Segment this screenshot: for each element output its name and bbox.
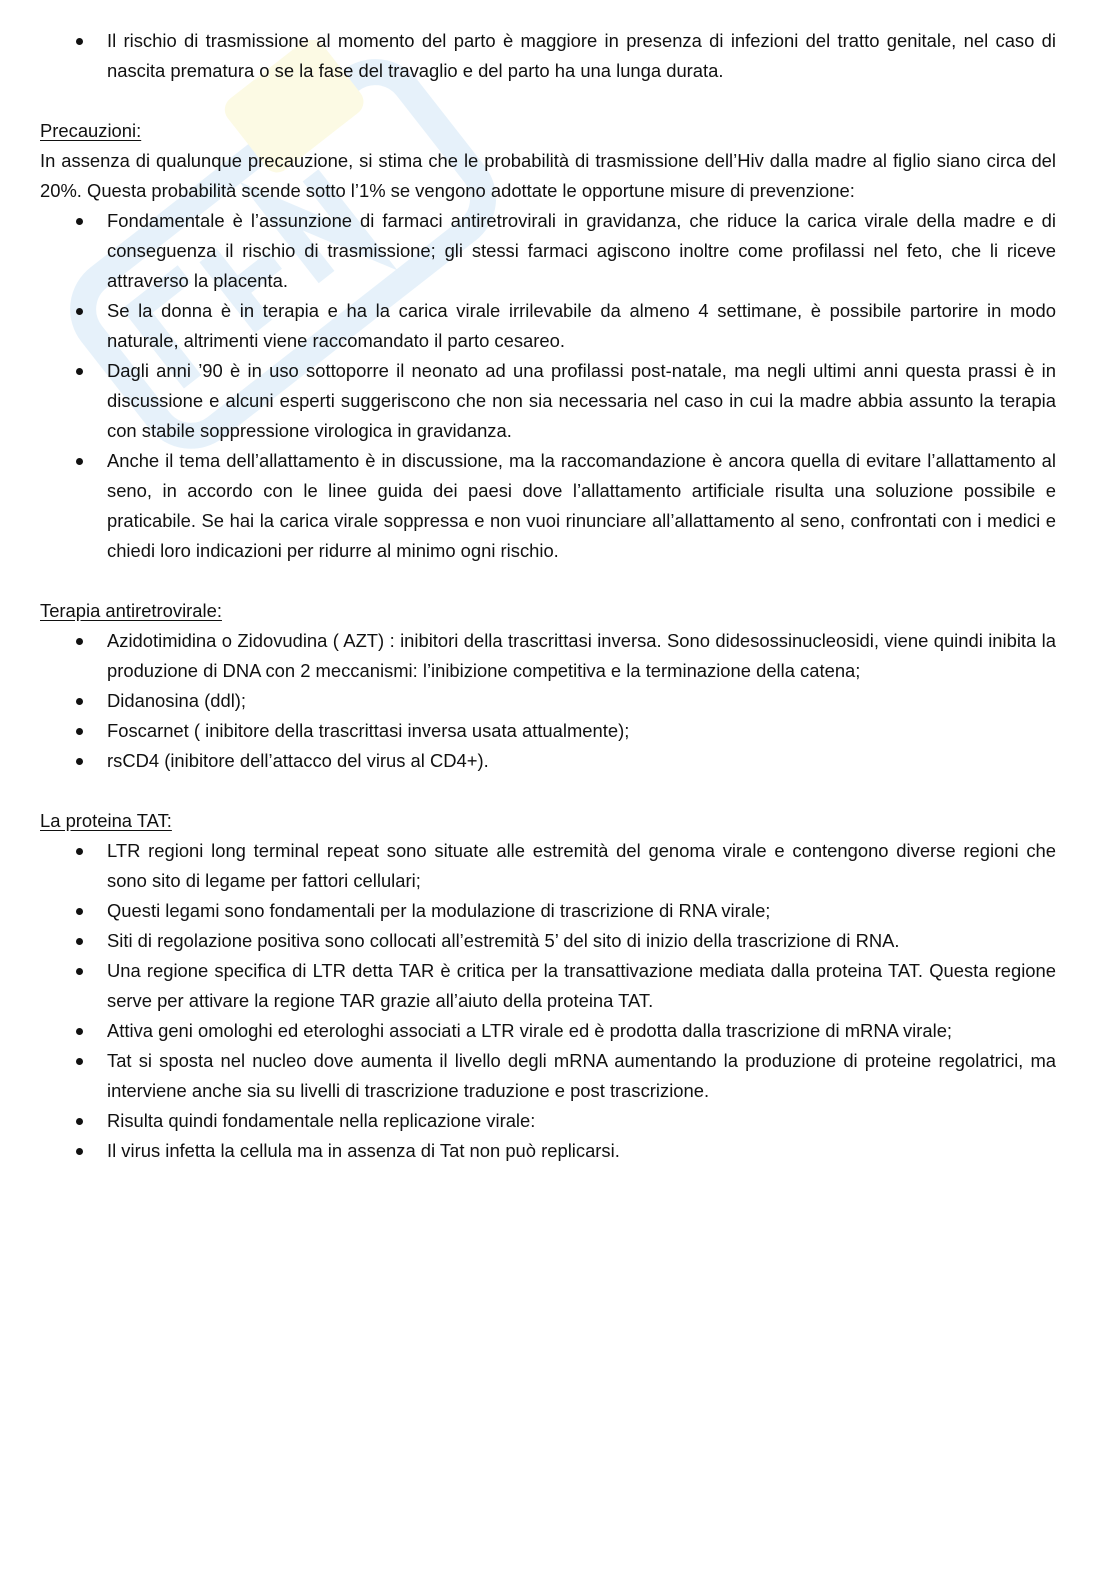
list-item: Una regione specifica di LTR detta TAR è critica per la transattivazione mediata dalla proteina TAT. Questa regione serve per attivare la regione TAR grazie all’aiuto della proteina TAT. xyxy=(40,956,1056,1016)
list-item: Risulta quindi fondamentale nella replicazione virale: xyxy=(40,1106,1056,1136)
list-item: Anche il tema dell’allattamento è in discussione, ma la raccomandazione è ancora quella di evitare l’allattamento al seno, in accordo con le linee guida dei paesi dove l’allattamento artificiale risulta una soluzione possibile e praticabile. Se hai la carica virale soppressa e non vuoi rinunciare all’allattamento al seno, confrontati con i medici e chiedi loro indicazioni per ridurre al minimo ogni rischio. xyxy=(40,446,1056,566)
intro-list xyxy=(40,26,1056,86)
list-item: Foscarnet ( inibitore della trascrittasi inversa usata attualmente); xyxy=(40,716,1056,746)
list-item: Questi legami sono fondamentali per la modulazione di trascrizione di RNA virale; xyxy=(40,896,1056,926)
precauzioni-paragraph: In assenza di qualunque precauzione, si stima che le probabilità di trasmissione dell’Hiv dalla madre al figlio siano circa del 20%. Questa probabilità scende sotto l’1% se vengono adottate le opportune misure di prevenzione: xyxy=(40,150,1056,201)
section-heading-terapia: Terapia antiretrovirale: xyxy=(40,600,222,621)
precauzioni-list xyxy=(40,206,1056,566)
list-item: Se la donna è in terapia e ha la carica virale irrilevabile da almeno 4 settimane, è possibile partorire in modo naturale, altrimenti viene raccomandato il parto cesareo. xyxy=(40,296,1056,356)
list-item: Fondamentale è l’assunzione di farmaci antiretrovirali in gravidanza, che riduce la carica virale della madre e di conseguenza il rischio di trasmissione; gli stessi farmaci agiscono inoltre come profilassi nel feto, che li riceve attraverso la placenta. xyxy=(40,206,1056,296)
terapia-list xyxy=(40,626,1056,776)
list-item: LTR regioni long terminal repeat sono situate alle estremità del genoma virale e contengono diverse regioni che sono sito di legame per fattori cellulari; xyxy=(40,836,1056,896)
list-item: Azidotimidina o Zidovudina ( AZT) : inibitori della trascrittasi inversa. Sono didesossinucleosidi, viene quindi inibita la produzione di DNA con 2 meccanismi: l’inibizione competitiva e la terminazione della catena; xyxy=(40,626,1056,686)
list-item: Siti di regolazione positiva sono collocati all’estremità 5’ del sito di inizio della trascrizione di RNA. xyxy=(40,926,1056,956)
list-item: Tat si sposta nel nucleo dove aumenta il livello degli mRNA aumentando la produzione di proteine regolatrici, ma interviene anche sia su livelli di trascrizione traduzione e post trascrizione. xyxy=(40,1046,1056,1106)
list-item: Il virus infetta la cellula ma in assenza di Tat non può replicarsi. xyxy=(40,1136,1056,1166)
list-item: Attiva geni omologhi ed eterologhi associati a LTR virale ed è prodotta dalla trascrizione di mRNA virale; xyxy=(40,1016,1056,1046)
list-item: Didanosina (ddl); xyxy=(40,686,1056,716)
section-heading-tat: La proteina TAT: xyxy=(40,810,172,831)
list-item: rsCD4 (inibitore dell’attacco del virus al CD4+). xyxy=(40,746,1056,776)
list-item: Il rischio di trasmissione al momento del parto è maggiore in presenza di infezioni del tratto genitale, nel caso di nascita prematura o se la fase del travaglio e del parto ha una lunga durata. xyxy=(40,26,1056,86)
document-page xyxy=(40,26,1056,1166)
section-heading-precauzioni: Precauzioni: xyxy=(40,120,142,141)
tat-list xyxy=(40,836,1056,1166)
list-item: Dagli anni ’90 è in uso sottoporre il neonato ad una profilassi post-natale, ma negli ultimi anni questa prassi è in discussione e alcuni esperti suggeriscono che non sia necessaria nel caso in cui la madre abbia assunto la terapia con stabile soppressione virologica in gravidanza. xyxy=(40,356,1056,446)
